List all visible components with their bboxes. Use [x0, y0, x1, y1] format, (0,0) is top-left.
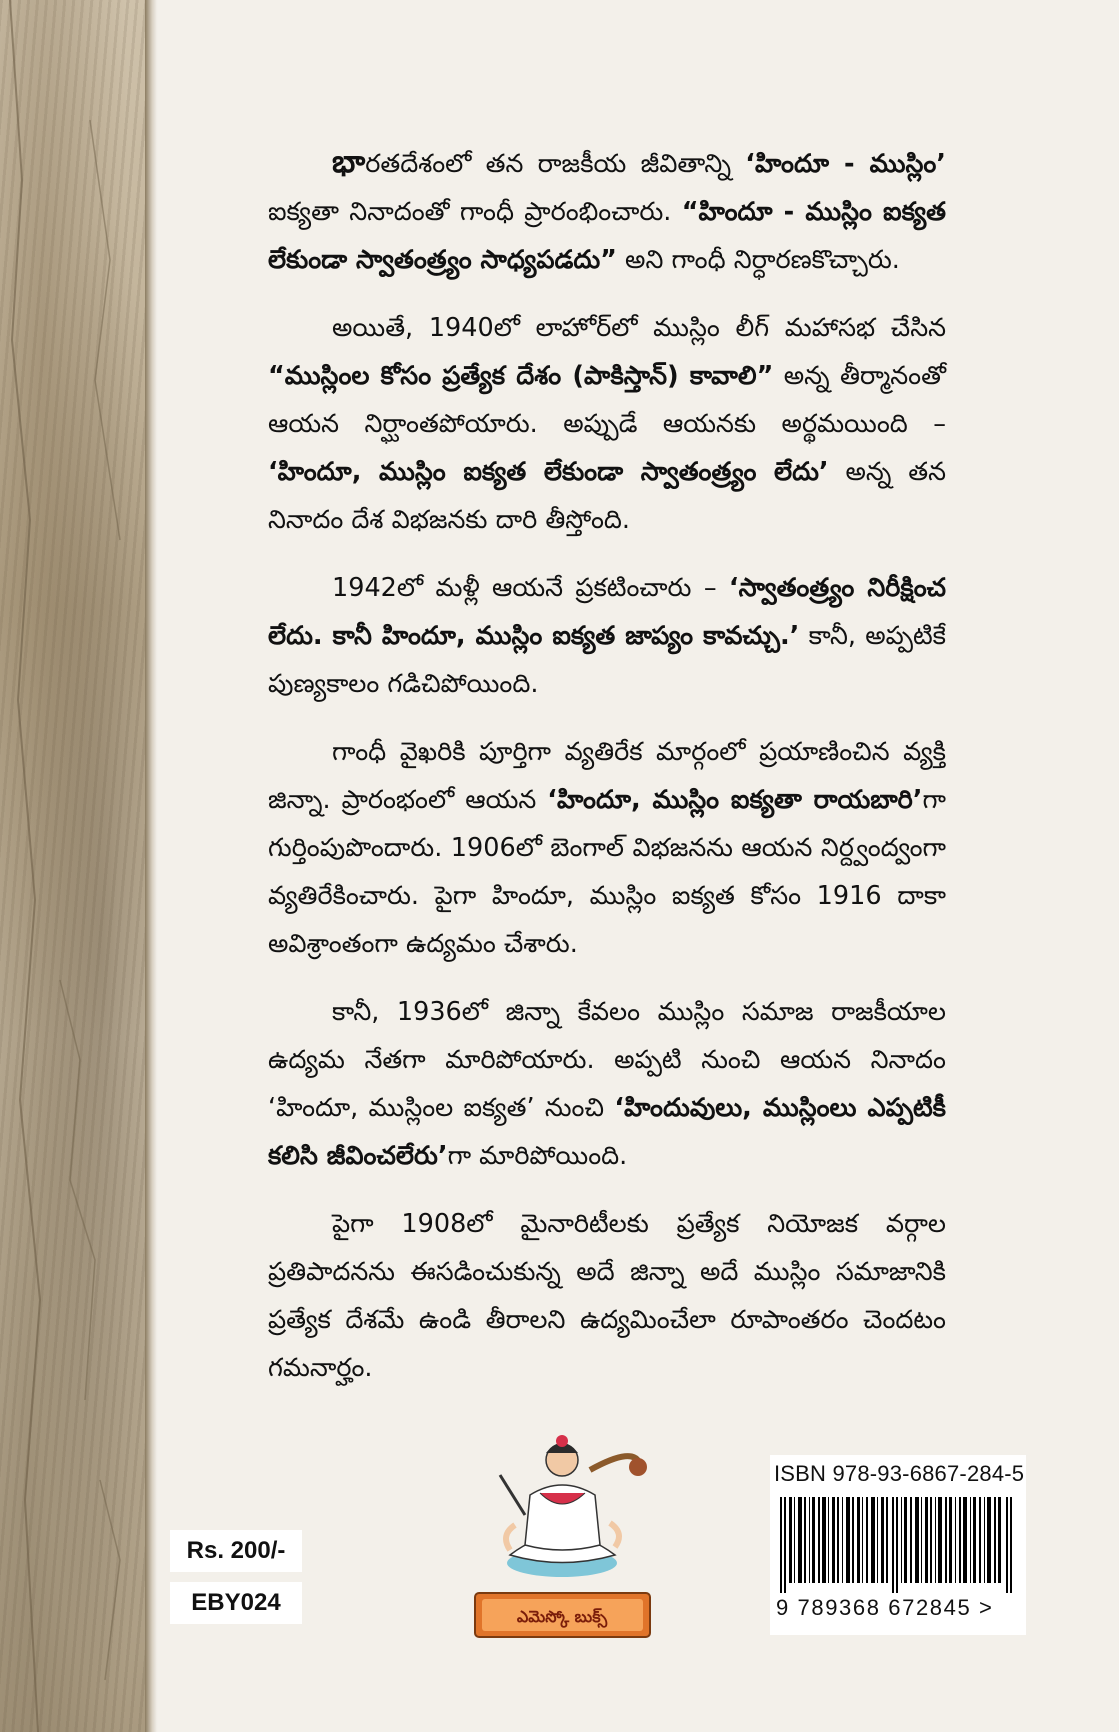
- isbn-label: ISBN 978-93-6867-284-5: [774, 1461, 1025, 1486]
- paragraph-5: కానీ, 1936లో జిన్నా కేవలం ముస్లిం సమాజ రాజకీయాల ఉద్యమ నేతగా మారిపోయారు. అప్పటి నుంచి ఆయన నినాదం ‘హిందూ, ముస్లింల ఐక్యత’ నుంచి ‘హిందువులు, ముస్లింలు ఎప్పటికీ కలిసి జీవించలేరు’గా మారిపోయింది.: [268, 997, 946, 1171]
- product-code-label: EBY024: [170, 1582, 302, 1624]
- paragraph-2: అయితే, 1940లో లాహోర్‌లో ముస్లిం లీగ్ మహాసభ చేసిన “ముస్లింల కోసం ప్రత్యేక దేశం (పాకిస్తాన్) కావాలి” అన్న తీర్మానంతో ఆయన నిర్ఘాంతపోయారు. అప్పుడే ఆయనకు అర్థమయింది – ‘హిందూ, ముస్లిం ఐక్యత లేకుండా స్వాతంత్ర్యం లేదు’ అన్న తన నినాదం దేశ విభజనకు దారి తీస్తోంది.: [268, 313, 947, 535]
- paragraph-6: పైగా 1908లో మైనారిటీలకు ప్రత్యేక నియోజక వర్గాల ప్రతిపాదనను ఈసడించుకున్న అదే జిన్నా అదే ముస్లిం సమాజానికి ప్రత్యేక దేశమే ఉండి తీరాలని ఉద్యమించేలా రూపాంతరం చెందటం గమనార్హం.: [268, 1209, 946, 1383]
- price-label: Rs. 200/-: [170, 1530, 302, 1572]
- blurb-text: [268, 138, 946, 1412]
- paragraph-1: భారతదేశంలో తన రాజకీయ జీవితాన్ని ‘హిందూ - ముస్లిం’ ఐక్యతా నినాదంతో గాంధీ ప్రారంభించారు. “హిందూ - ముస్లిం ఐక్యత లేకుండా స్వాతంత్ర్యం సాధ్యపడదు” అని గాంధీ నిర్ధారణకొచ్చారు.: [268, 144, 946, 275]
- publisher-name: ఎమెస్కో బుక్స్: [516, 1607, 608, 1626]
- spine-crack-texture: [0, 0, 145, 1732]
- spine-shadow-edge: [145, 0, 157, 1732]
- isbn-barcode-block: [770, 1455, 1026, 1635]
- drop-letter: భా: [332, 144, 366, 180]
- isbn-digits: 9 789368 672845 >: [776, 1595, 994, 1620]
- paragraph-4: గాంధీ వైఖరికి పూర్తిగా వ్యతిరేక మార్గంలో ప్రయాణించిన వ్యక్తి జిన్నా. ప్రారంభంలో ఆయన ‘హిందూ, ముస్లిం ఐక్యతా రాయబారి’గా గుర్తింపుపొందారు. 1906లో బెంగాల్ విభజనను ఆయన నిర్ద్వంద్వంగా వ్యతిరేకించారు. పైగా హిందూ, ముస్లిం ఐక్యత కోసం 1916 దాకా అవిశ్రాంతంగా ఉద్యమం చేశారు.: [268, 737, 946, 959]
- paragraph-3: 1942లో మళ్లీ ఆయనే ప్రకటించారు – ‘స్వాతంత్ర్యం నిరీక్షించ లేదు. కానీ హిందూ, ముస్లిం ఐక్యత జాప్యం కావచ్చు.’ కానీ, అప్పటికే పుణ్యకాలం గడిచిపోయింది.: [268, 573, 946, 699]
- saraswati-figure-icon: [500, 1435, 647, 1577]
- barcode-icon: [780, 1497, 1016, 1593]
- publisher-logo: [470, 1405, 655, 1645]
